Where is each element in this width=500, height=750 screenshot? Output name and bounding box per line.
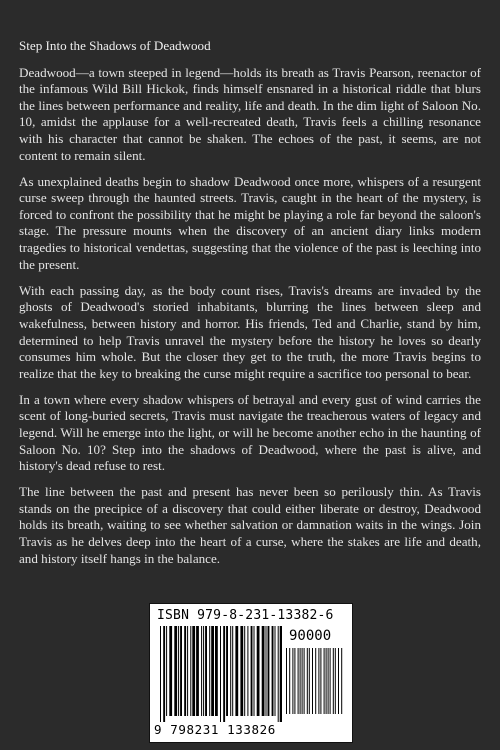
barcode-bar [163,626,165,722]
barcode-bar [166,626,167,716]
barcode-bar [341,648,342,714]
barcode-bar [315,648,316,714]
barcode-bar [286,648,287,714]
barcode-bar [203,626,204,716]
barcode-bar [278,626,279,722]
blurb-paragraph-5: The line between the past and present has never been so perilously thin. As Travis stands on the precipice of a discovery that could either liberate or destroy, Deadwood holds its breath, waiting to see whether salvation or damnation waits in the wings. Join Travis as he delves deep into the heart of a curse, where the stakes are life and death, and history itself hangs in the balance. [19,484,481,566]
barcode-bar [174,626,177,716]
cover-title: Step Into the Shadows of Deadwood [19,38,211,53]
barcode-bar [307,648,308,714]
isbn-label: ISBN 979-8-231-13382-6 [157,608,334,623]
barcode-bar [230,626,231,716]
barcode-bar [330,648,331,714]
price-addon-bars [286,648,344,720]
barcode-digits: 9 798231 133826 [154,722,276,737]
barcode-bar [220,626,221,722]
barcode-bar [180,626,182,716]
barcode-bar [192,626,195,716]
barcode-bar [318,648,319,714]
barcode-bar [247,626,248,716]
barcode-bar [300,648,301,714]
barcode-bar [169,626,172,716]
barcode-bar [302,648,303,714]
barcode-bar [196,626,199,716]
barcode-bar [335,648,336,714]
barcode-bar [326,648,327,714]
barcode-bar [312,648,313,714]
blurb [19,38,481,577]
blurb-paragraph-3: With each passing day, as the body count rises, Travis's dreams are invaded by the ghosts of Deadwood's storied inhabitants, blurring the lines between sleep and wakefulness, between history and horror. His friends, Ted and Charlie, stand by him, determined to help Travis unravel the mystery before the history he loves so dearly consumes him whole. But the closer they get to the truth, the more Travis begins to realize that the key to breaking the curse might require a sacrifice too personal to bear. [19,282,481,381]
barcode-bar [235,626,238,716]
isbn-barcode [149,603,353,743]
barcode-bar [257,626,260,716]
barcode-bar [275,626,276,716]
barcode-bar [160,626,161,722]
blurb-paragraph-4: In a town where every shadow whispers of betrayal and every gust of wind carries the scent of long-buried secrets, Travis must navigate the treacherous waters of legacy and legend. Will he emerge into the light, or will he become another echo in the haunting of Saloon No. 10? Step into the shadows of Deadwood, where the past is alive, and history's dead refuse to rest. [19,391,481,474]
barcode-bar [272,626,274,716]
barcode-bar [289,648,290,714]
barcode-bar [320,648,321,714]
barcode-bar [254,626,255,716]
barcode-bar [232,626,233,716]
barcode-bar [298,648,299,714]
barcode-bar [223,626,225,722]
barcode-bar [309,648,310,714]
barcode-bar [333,648,334,714]
blurb-paragraph-2: As unexplained deaths begin to shadow Deadwood once more, whispers of a resurgent curse sweep through the haunted streets. Travis, caught in the heart of the mystery, is forced to confront the possibility that he might be playing a role far beyond the saloon's stage. The pressure mounts when the discovery of an ancient diary links modern tragedies to historical vendettas, suggesting that the violence of the past is leeching into the present. [19,173,481,272]
barcode-bar [205,626,207,716]
barcode-bars [160,626,282,722]
barcode-bar [266,626,267,716]
barcode-bar [201,626,202,716]
barcode-bar [338,648,339,714]
barcode-bar [262,626,265,716]
barcode-bar [268,626,270,716]
barcode-bar [226,626,228,716]
barcode-bar [187,626,188,716]
barcode-bar [324,648,325,714]
barcode-bar [328,648,329,714]
price-code: 90000 [289,628,332,644]
barcode-bar [184,626,186,716]
barcode-bar [178,626,179,716]
barcode-bar [304,648,305,714]
blurb-paragraph-1: Deadwood—a town steeped in legend—holds its breath as Travis Pearson, reenactor of the infamous Wild Bill Hickok, finds himself ensnared in a historical riddle that blurs the lines between performance and reality, life and death. In the dim light of Saloon No. 10, amidst the applause for a well-recreated death, Travis feels a chilling resonance with his character that cannot be shaken. The echoes of the past, it seems, are not content to remain silent. [19,64,481,163]
barcode-bar [215,626,218,716]
barcode-bar [292,648,293,714]
barcode-bar [251,626,253,716]
barcode-bar [209,626,210,716]
barcode-bar [294,648,295,714]
barcode-bar [211,626,214,716]
barcode-bar [280,626,282,722]
barcode-bar [244,626,245,716]
barcode-bar [240,626,243,716]
barcode-bar [190,626,191,716]
